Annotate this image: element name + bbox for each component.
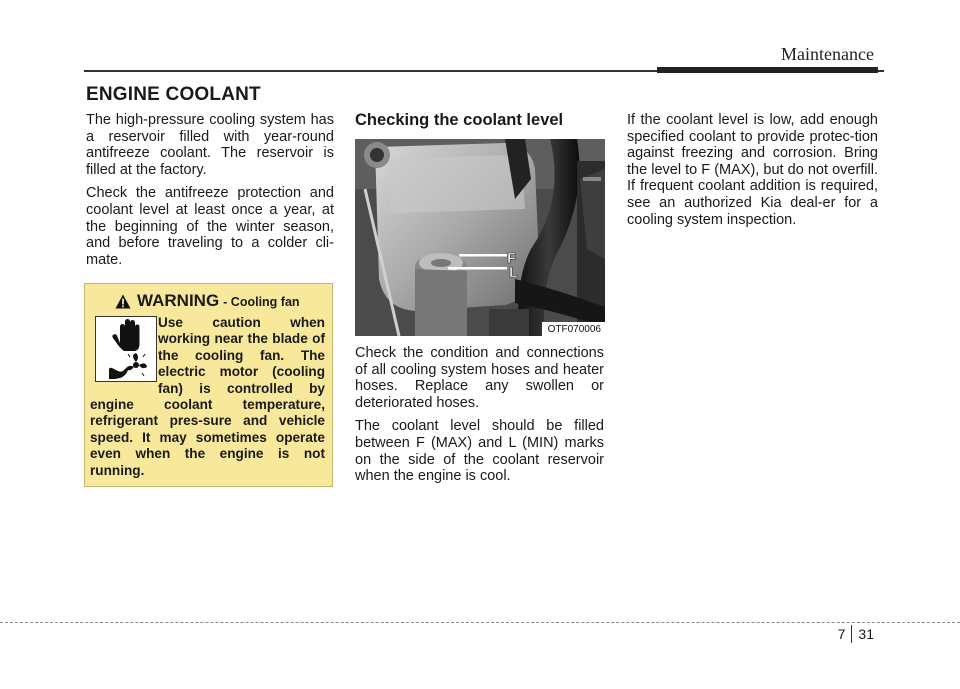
photo-code: OTF070006 xyxy=(542,322,605,336)
paragraph: Check the antifreeze protection and coolant level at least once a year, at the beginning of the winter season, and before traveling to a colder cli-mate. xyxy=(86,185,334,268)
icon-spacer xyxy=(90,315,158,383)
warning-text-block xyxy=(90,315,325,479)
warning-triangle-icon xyxy=(115,294,131,309)
warning-word: WARNING xyxy=(137,291,220,310)
subheading: Checking the coolant level xyxy=(355,111,564,129)
warning-heading xyxy=(115,291,300,311)
page-number-value: 31 xyxy=(858,626,874,642)
warning-text: Use caution when working near the blade of the cooling fan. The electric motor (cooling fan) is controlled by engine coolant temperature, refrigerant pres-sure and vehicle speed. It may sometimes operate even when the engine is not running. xyxy=(90,315,325,478)
column-3 xyxy=(627,112,878,235)
section-title: ENGINE COOLANT xyxy=(86,84,261,105)
paragraph: The high-pressure cooling system has a reservoir filled with year-round antifreeze coolant. The reservoir is filled at the factory. xyxy=(86,112,334,178)
chapter-number: 7 xyxy=(837,626,846,642)
engine-bay-photo xyxy=(355,139,605,336)
footer-rule xyxy=(0,622,960,623)
paragraph: If the coolant level is low, add enough specified coolant to provide protec-tion against freezing and corrosion. Bring the level to F (MAX), but do not overfill. If frequent coolant addition is required, see an authorized Kia deal-er for a cooling system inspection. xyxy=(627,112,878,228)
column-1 xyxy=(86,112,334,275)
warning-box xyxy=(84,283,333,487)
photo-mark-f: F xyxy=(507,250,517,267)
paragraph: Check the condition and connections of all cooling system hoses and heater hoses. Replace any swollen or deteriorated hoses. xyxy=(355,345,604,411)
warning-subtitle: - Cooling fan xyxy=(223,295,300,309)
coolant-reservoir-illustration xyxy=(355,139,605,336)
paragraph: The coolant level should be filled between F (MAX) and L (MIN) marks on the side of the coolant reservoir when the engine is cool. xyxy=(355,418,604,485)
photo-mark-l: L xyxy=(509,264,519,281)
page-number xyxy=(838,625,874,643)
column-2 xyxy=(355,345,604,492)
running-header: Maintenance xyxy=(781,44,874,64)
header-rule-accent xyxy=(657,67,878,73)
